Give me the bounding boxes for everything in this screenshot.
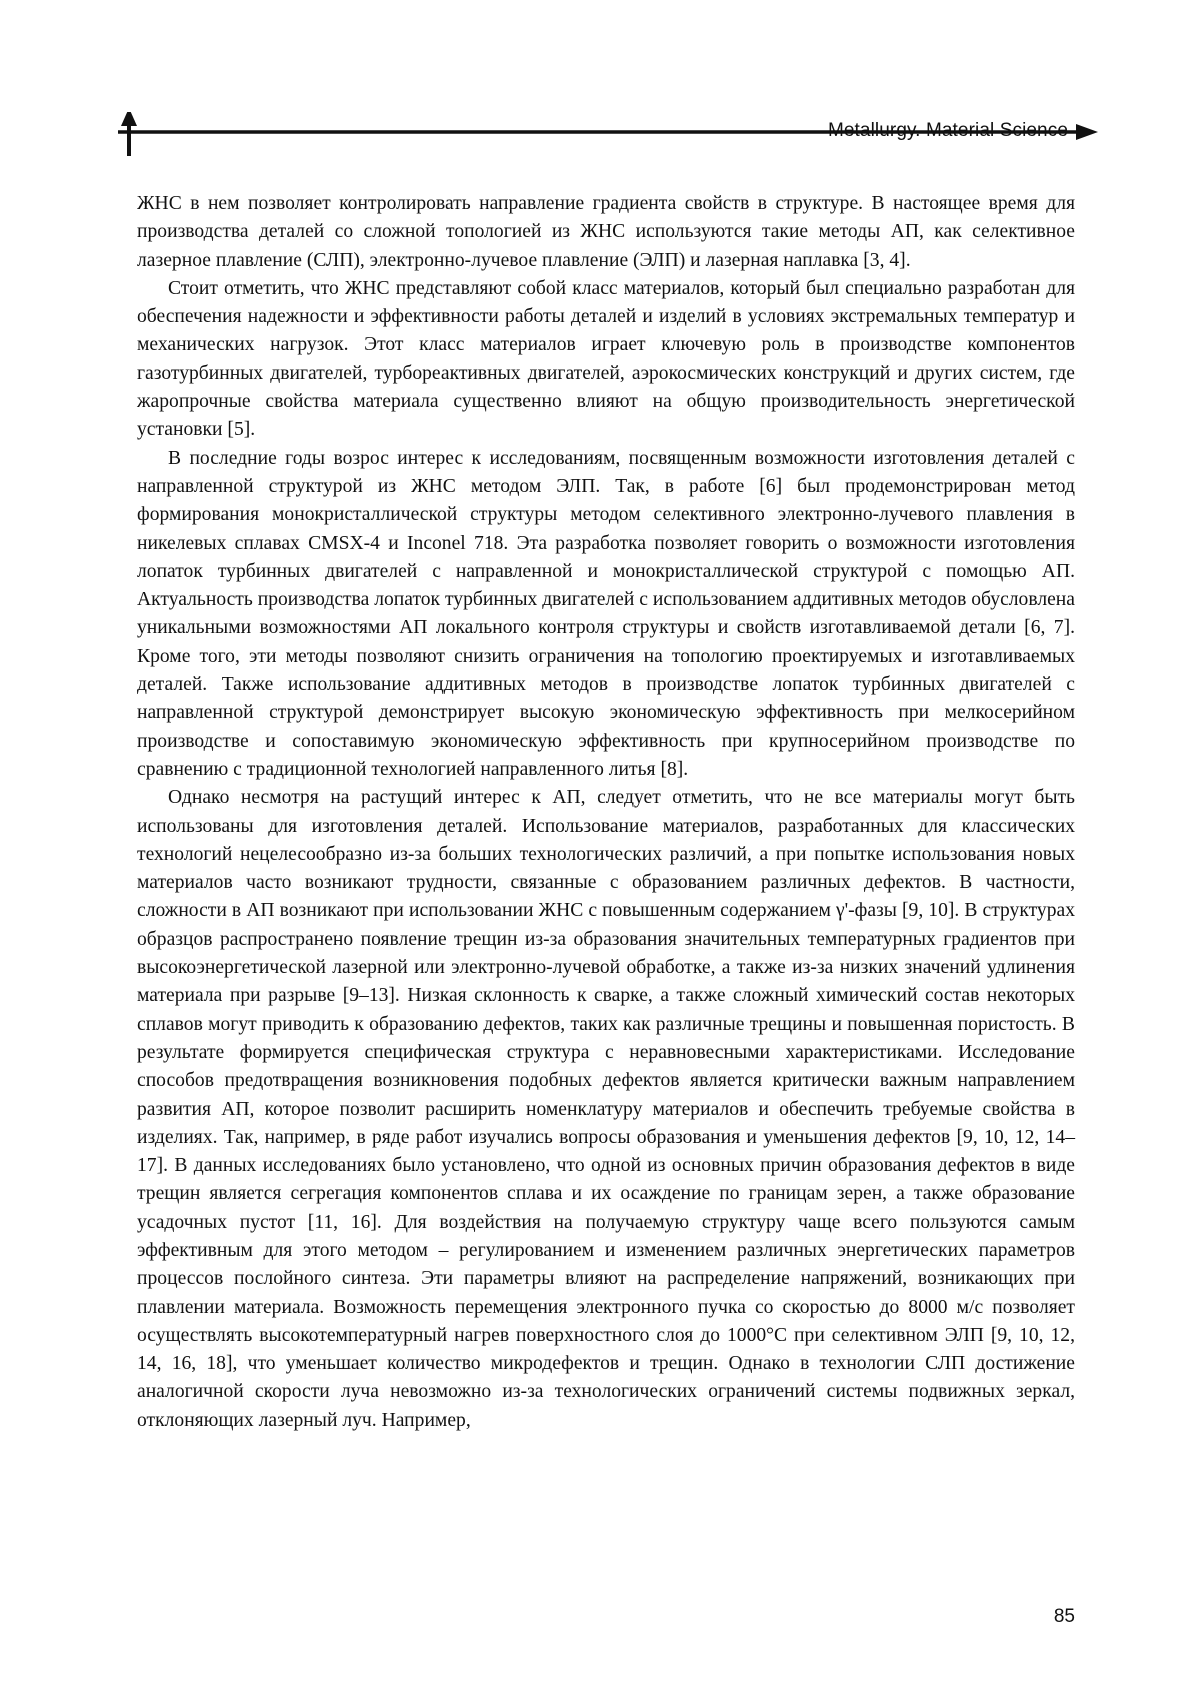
horizontal-arrow-head <box>1076 124 1098 140</box>
paragraph-4: Однако несмотря на растущий интерес к АП, следует отметить, что не все материалы могут быть использованы для изготовления деталей. Использование материалов, разработанных для классических технологий нецелесообразно из-за больших технологических различий, а при попытке использования новых материалов часто возникают трудности, связанные с образованием различных дефектов. В частности, сложности в АП возникают при использовании ЖНС с повышенным содержанием γ'-фазы [9, 10]. В структурах образцов распространено появление трещин из-за образования значительных температурных градиентов при высокоэнергетической лазерной или электронно-лучевой обработке, а также из-за низких значений удлинения материала при разрыве [9–13]. Низкая склонность к сварке, а также сложный химический состав некоторых сплавов могут приводить к образованию дефектов, таких как различные трещины и повышенная пористость. В результате формируется специфическая структура с неравновесными характеристиками. Исследование способов предотвращения возникновения подобных дефектов является критически важным направлением развития АП, которое позволит расширить номенклатуру материалов и обеспечить требуемые свойства в изделиях. Так, например, в ряде работ изучались вопросы образования и уменьшения дефектов [9, 10, 12, 14–17]. В данных исследованиях было установлено, что одной из основных причин образования дефектов в виде трещин является сегрегация компонентов сплава и их осаждение по границам зерен, а также образование усадочных пустот [11, 16]. Для воздействия на получаемую структуру чаще всего пользуются самым эффективным для этого методом – регулированием и изменением различных энергетических параметров процессов послойного синтеза. Эти параметры влияют на распределение напряжений, возникающих при плавлении материала. Возможность перемещения электронного пучка со скоростью до 8000 м/с позволяет осуществлять высокотемпературный нагрев поверхностного слоя до 1000°С при селективном ЭЛП [9, 10, 12, 14, 16, 18], что уменьшает количество микродефектов и трещин. Однако в технологии СЛП достижение аналогичной скорости луча невозможно из-за технологических ограничений системы подвижных зеркал, отклоняющих лазерный луч. Например, <box>137 784 1075 1435</box>
paragraph-2: Стоит отметить, что ЖНС представляют собой класс материалов, который был специально разработан для обеспечения надежности и эффективности работы деталей и изделий в условиях экстремальных температур и механических нагрузок. Этот класс материалов играет ключевую роль в производстве компонентов газотурбинных двигателей, турбореактивных двигателей, аэрокосмических конструкций и других систем, где жаропрочные свойства материала существенно влияют на общую производительность энергетической установки [5]. <box>137 275 1075 445</box>
journal-section-title: Metallurgy. Material Science <box>828 120 1068 142</box>
vertical-arrow-head <box>121 112 137 126</box>
running-header <box>118 112 1098 172</box>
paragraph-1: ЖНС в нем позволяет контролировать направление градиента свойств в структуре. В настоящее время для производства деталей со сложной топологией из ЖНС используются такие методы АП, как селективное лазерное плавление (СЛП), электронно-лучевое плавление (ЭЛП) и лазерная наплавка [3, 4]. <box>137 190 1075 275</box>
paragraph-3: В последние годы возрос интерес к исследованиям, посвященным возможности изготовления деталей с направленной структурой из ЖНС методом ЭЛП. Так, в работе [6] был продемонстрирован метод формирования монокристаллической структуры методом селективного электронно-лучевого плавления в никелевых сплавах CMSX-4 и Inconel 718. Эта разработка позволяет говорить о возможности изготовления лопаток турбинных двигателей с направленной и монокристаллической структурой с помощью АП. Актуальность производства лопаток турбинных двигателей с использованием аддитивных методов обусловлена уникальными возможностями АП локального контроля структуры и свойств изготавливаемой детали [6, 7]. Кроме того, эти методы позволяют снизить ограничения на топологию проектируемых и изготавливаемых деталей. Также использование аддитивных методов в производстве лопаток турбинных двигателей с направленной структурой демонстрирует высокую экономическую эффективность при мелкосерийном производстве и сопоставимую экономическую эффективность при крупносерийном производстве по сравнению с традиционной технологией направленного литья [8]. <box>137 445 1075 785</box>
page-number: 85 <box>1054 1606 1075 1628</box>
article-body <box>137 190 1075 1435</box>
